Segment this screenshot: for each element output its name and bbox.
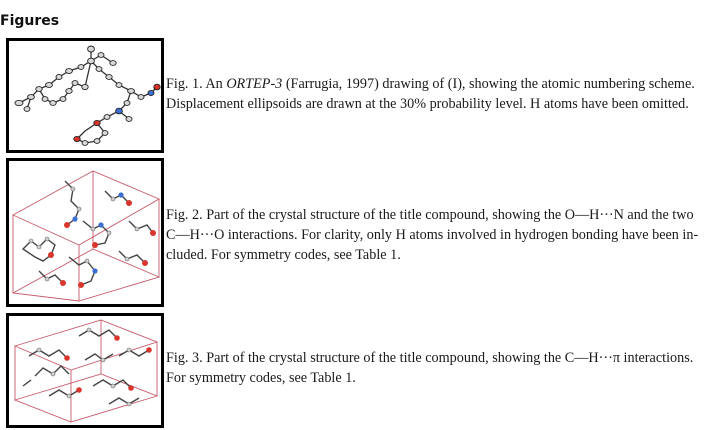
- crystal-packing-hbond-drawing: [9, 161, 161, 304]
- figure-3-caption: [166, 348, 720, 388]
- caption-line: cluded. For symmetry codes, see Table 1.: [166, 247, 401, 263]
- caption-line: Displacement ellipsoids are drawn at the 30% probability level. H atoms have been omitted.: [166, 96, 689, 112]
- caption-line: C—H···O interactions. For clarity, only H atoms involved in hydrogen bonding have been in-: [166, 227, 699, 243]
- crystal-packing-ch-pi-drawing: [9, 316, 161, 425]
- figure-3-image[interactable]: [6, 313, 164, 428]
- figure-1-caption: [166, 74, 720, 114]
- caption-line: For symmetry codes, see Table 1.: [166, 370, 356, 386]
- ortep-molecule-drawing: [9, 41, 161, 150]
- caption-line: Fig. 3. Part of the crystal structure of the title compound, showing the C—H···π interactions.: [166, 350, 694, 366]
- caption-line: Fig. 2. Part of the crystal structure of the title compound, showing the O—H···N and the two: [166, 207, 694, 223]
- figure-1-image[interactable]: [6, 38, 164, 153]
- figure-2-image[interactable]: [6, 158, 164, 307]
- section-title: Figures: [0, 13, 60, 29]
- caption-line: Fig. 1. An ORTEP-3 (Farrugia, 1997) drawing of (I), showing the atomic numbering scheme.: [166, 76, 695, 92]
- figure-2-caption: [166, 205, 720, 265]
